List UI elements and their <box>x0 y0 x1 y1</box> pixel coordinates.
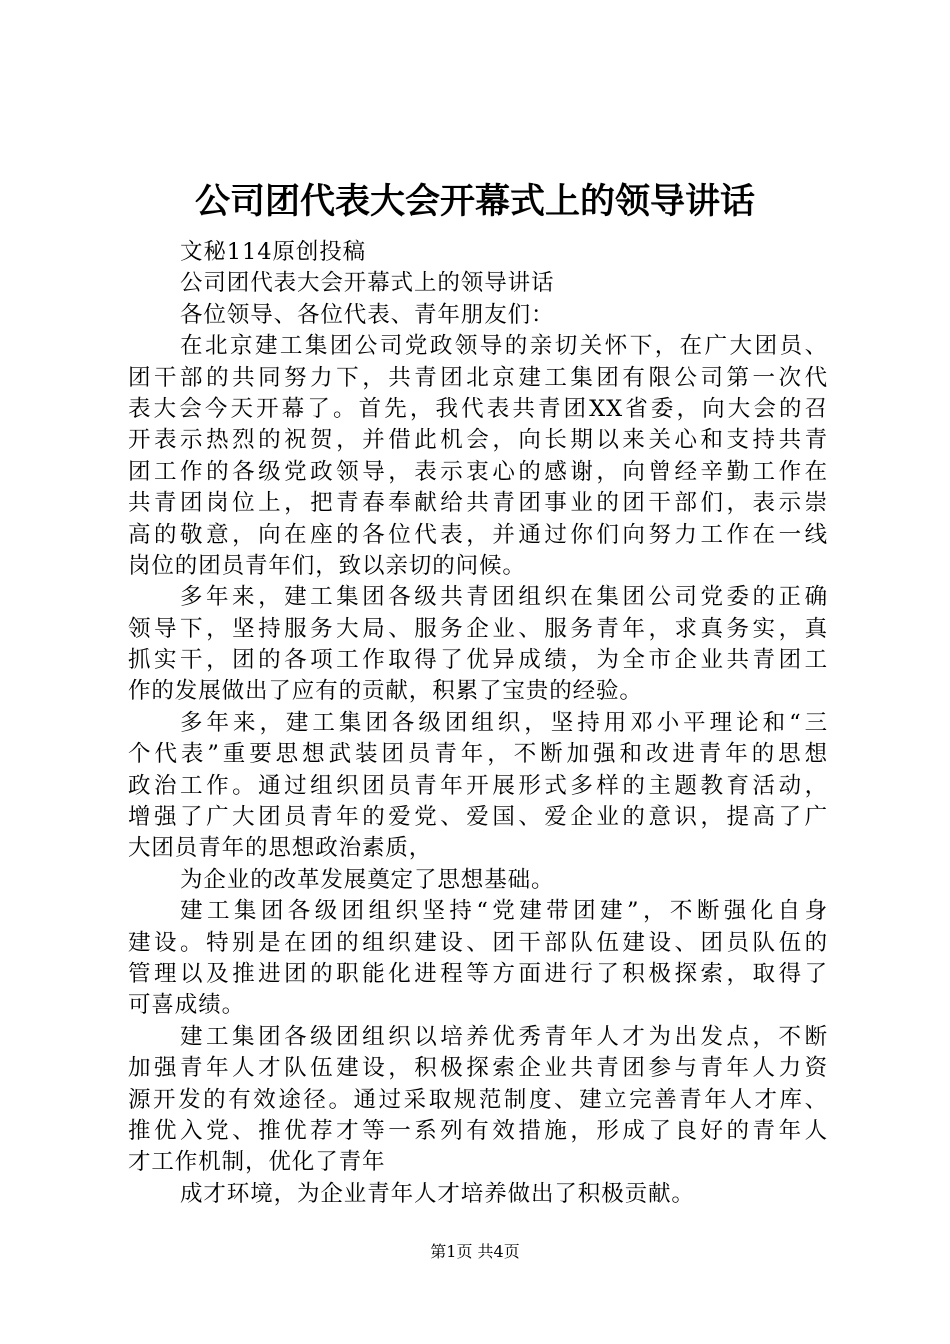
text-line: 领导下，坚持服务大局、服务企业、服务青年，求真务实，真 <box>128 615 828 642</box>
text-line: 在北京建工集团公司党政领导的亲切关怀下，在广大团员、 <box>180 333 828 360</box>
text-line: 才工作机制，优化了青年 <box>128 1149 386 1176</box>
text-line: 抓实干，团的各项工作取得了优异成绩，为全市企业共青团工 <box>128 647 828 674</box>
text-line: 建工集团各级团组织坚持“党建带团建”，不断强化自身 <box>180 898 828 925</box>
text-line: 个代表”重要思想武装团员青年，不断加强和改进青年的思想 <box>128 741 828 768</box>
text-line: 表大会今天开幕了。首先，我代表共青团XX省委，向大会的召 <box>128 395 828 422</box>
text-line: 政治工作。通过组织团员青年开展形式多样的主题教育活动， <box>128 772 828 799</box>
text-line: 源开发的有效途径。通过采取规范制度、建立完善青年人才库、 <box>128 1086 828 1113</box>
text-line: 共青团岗位上，把青春奉献给共青团事业的团干部们，表示崇 <box>128 490 828 517</box>
text-line: 可喜成绩。 <box>128 992 246 1019</box>
text-line: 为企业的改革发展奠定了思想基础。 <box>180 866 555 893</box>
text-line: 文秘114原创投稿 <box>180 239 367 265</box>
text-line: 多年来，建工集团各级团组织，坚持用邓小平理论和“三 <box>180 709 828 736</box>
text-line: 成才环境，为企业青年人才培养做出了积极贡献。 <box>180 1180 695 1207</box>
text-line: 增强了广大团员青年的爱党、爱国、爱企业的意识，提高了广 <box>128 804 828 831</box>
text-line: 推优入党、推优荐才等一系列有效措施，形成了良好的青年人 <box>128 1117 828 1144</box>
text-line: 多年来，建工集团各级共青团组织在集团公司党委的正确 <box>180 584 828 611</box>
text-line: 大团员青年的思想政治素质， <box>128 835 433 862</box>
text-line: 建设。特别是在团的组织建设、团干部队伍建设、团员队伍的 <box>128 929 828 956</box>
text-line: 开表示热烈的祝贺，并借此机会，向长期以来关心和支持共青 <box>128 427 828 454</box>
text-line: 团工作的各级党政领导，表示衷心的感谢，向曾经辛勤工作在 <box>128 458 828 485</box>
text-line: 作的发展做出了应有的贡献，积累了宝贵的经验。 <box>128 678 643 705</box>
text-line: 建工集团各级团组织以培养优秀青年人才为出发点，不断 <box>180 1023 828 1050</box>
text-line: 公司团代表大会开幕式上的领导讲话 <box>180 270 555 297</box>
text-line: 管理以及推进团的职能化进程等方面进行了积极探索，取得了 <box>128 960 828 987</box>
page-title: 公司团代表大会开幕式上的领导讲话 <box>194 181 755 222</box>
page-footer: 第1页 共4页 <box>430 1242 520 1261</box>
text-line: 各位领导、各位代表、青年朋友们： <box>180 301 555 328</box>
text-line: 团干部的共同努力下，共青团北京建工集团有限公司第一次代 <box>128 364 828 391</box>
text-line: 高的敬意，向在座的各位代表，并通过你们向努力工作在一线 <box>128 521 828 548</box>
text-line: 加强青年人才队伍建设，积极探索企业共青团参与青年人力资 <box>128 1055 828 1082</box>
text-line: 岗位的团员青年们，致以亲切的问候。 <box>128 552 526 579</box>
document-body <box>128 237 828 1210</box>
